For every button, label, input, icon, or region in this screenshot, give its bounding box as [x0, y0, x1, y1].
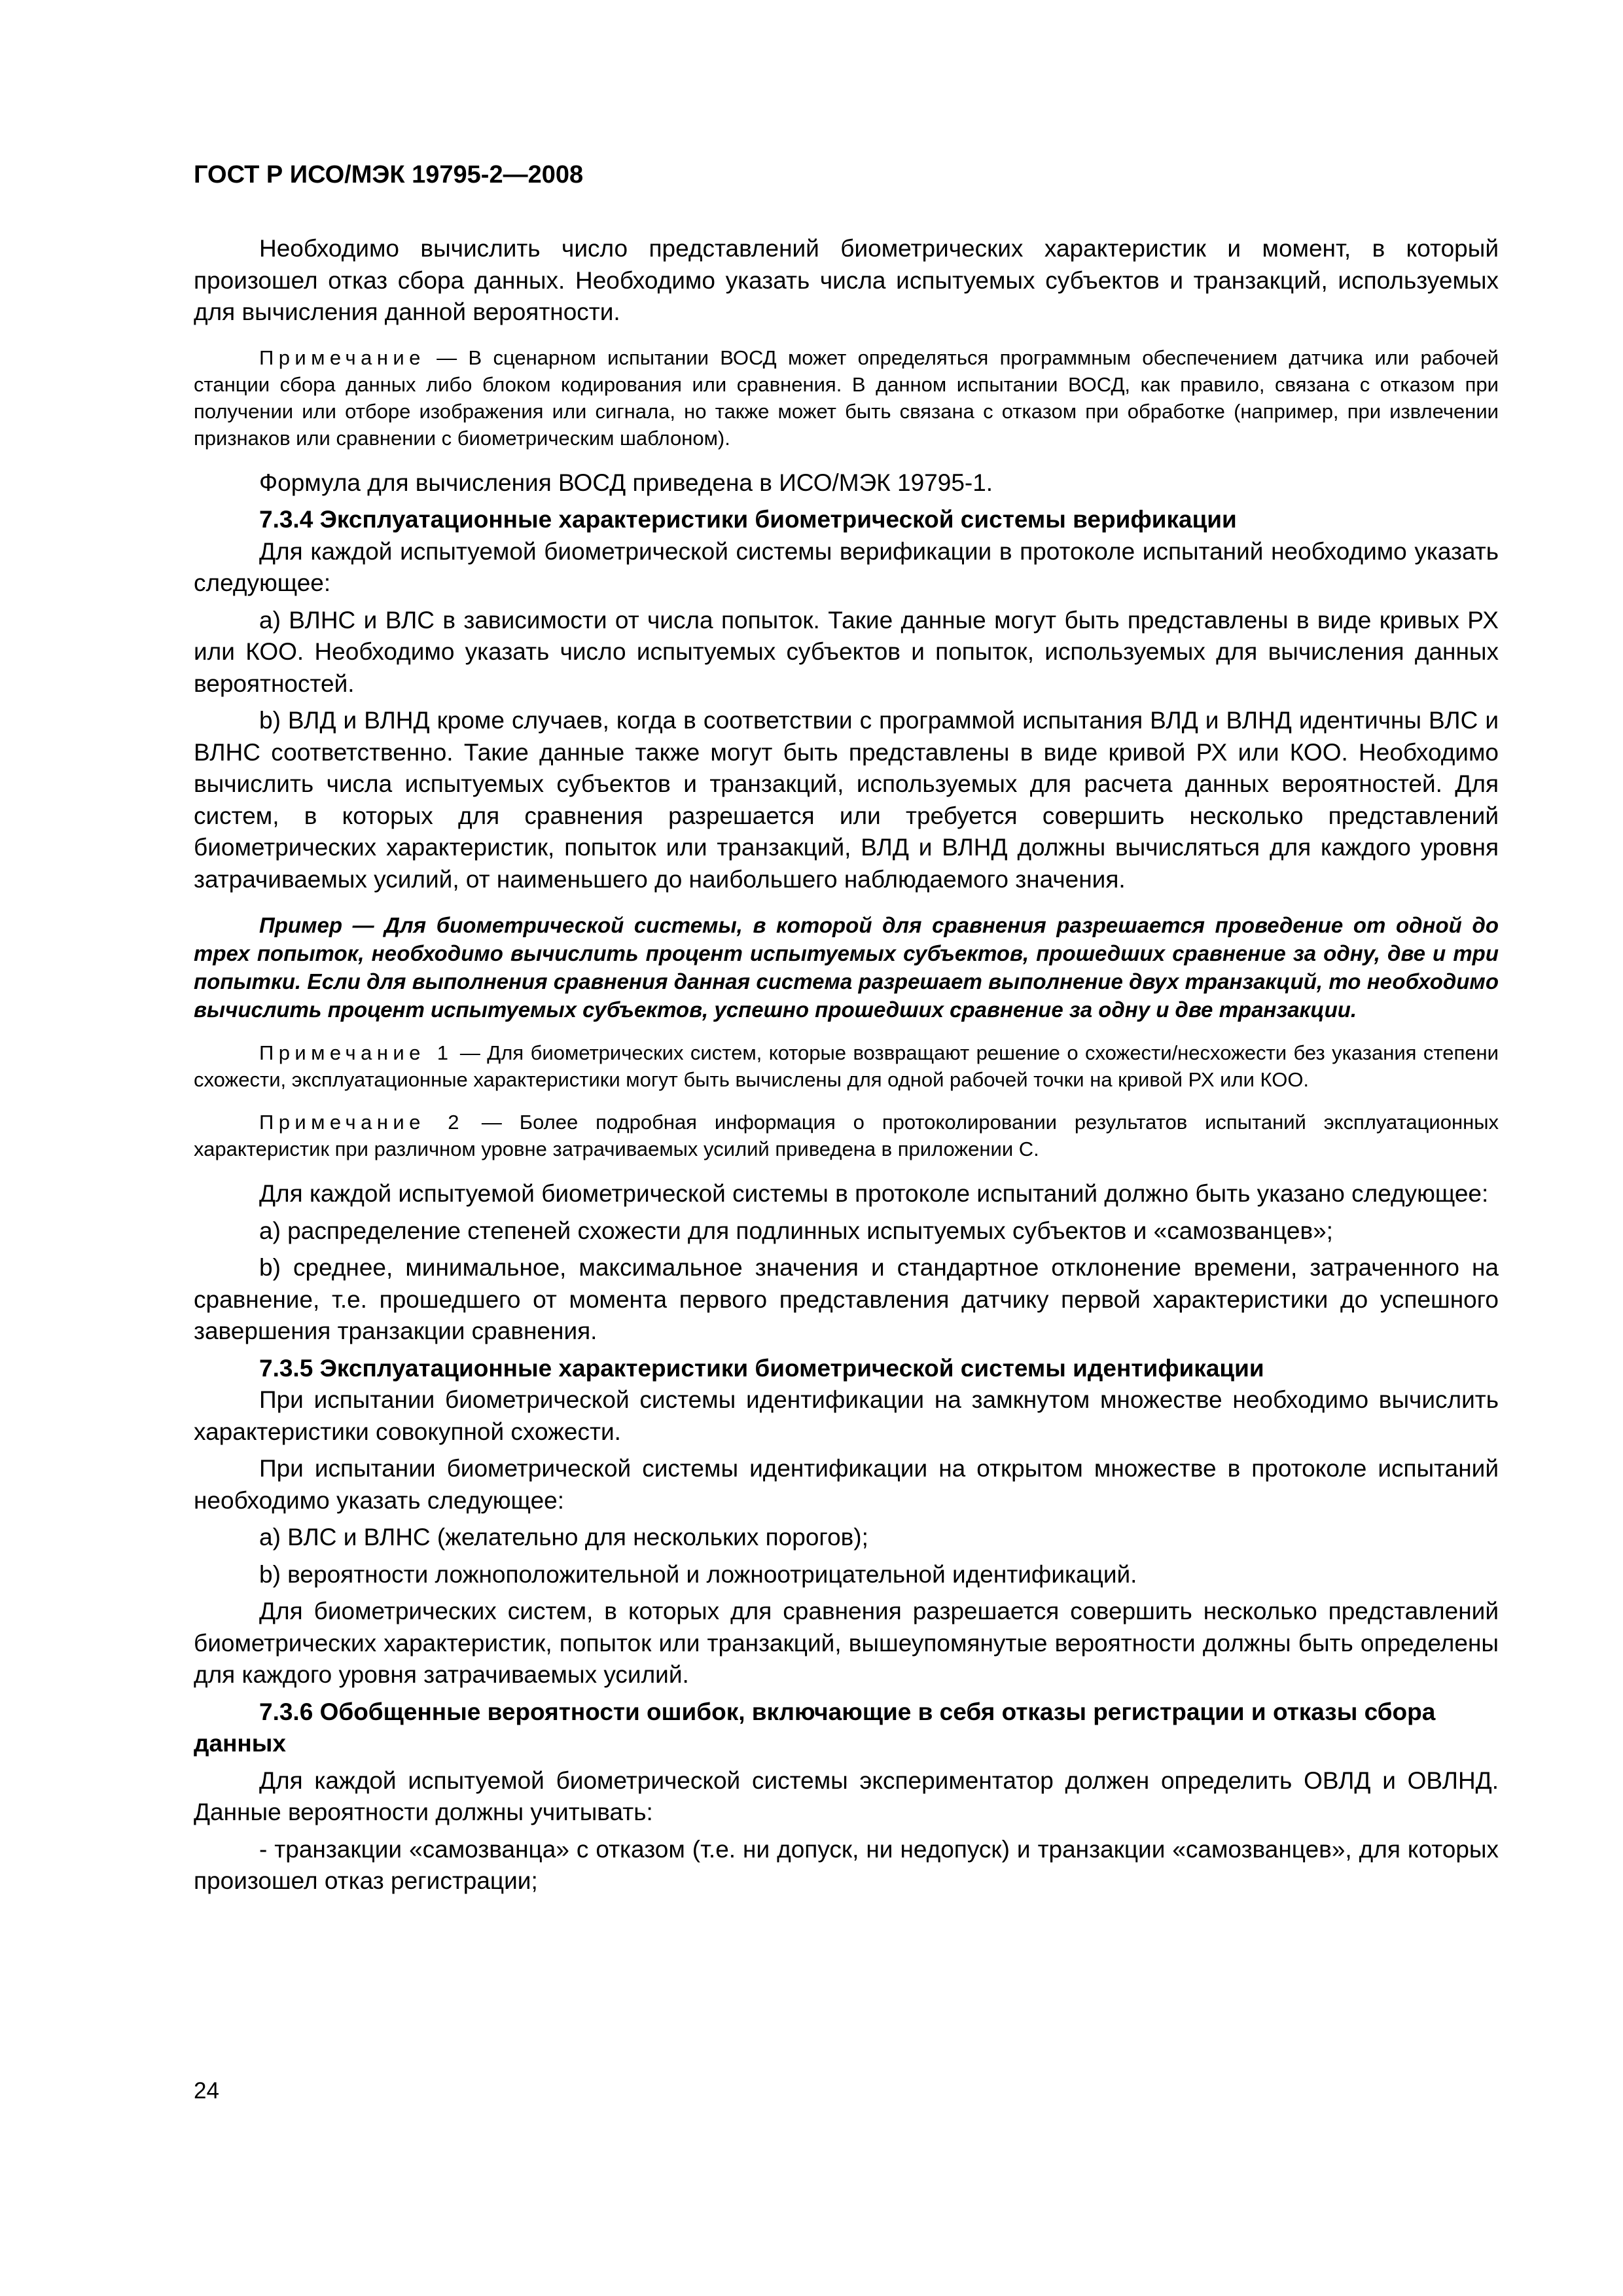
paragraph: Необходимо вычислить число представлений биометрических характеристик и момент, в который произошел отказ сбора данных. Необходимо указать числа испытуемых субъектов и транзакций, используемых для вычисления данной вероятности.: [194, 235, 1499, 325]
section-heading-7-3-6: 7.3.6 Обобщенные вероятности ошибок, включающие в себя отказы регистрации и отказы сбора данных: [194, 1698, 1436, 1757]
list-item: b) ВЛД и ВЛНД кроме случаев, когда в соответствии с программой испытания ВЛД и ВЛНД идентичны ВЛС и ВЛНС соответственно. Такие данные также могут быть представлены в виде кривой РХ или КОО. Необходимо вычислить числа испытуемых субъектов и транзакций, используемых для расчета данных вероятностей. Для систем, в которых для сравнения разрешается или требуется совершить несколько представлений биометрических характеристик, попыток или транзакций, ВЛД и ВЛНД должны вычисляться для каждого уровня затрачиваемых усилий, от наименьшего до наибольшего наблюдаемого значения.: [194, 707, 1499, 893]
note: [194, 1039, 1499, 1093]
paragraph: Для биометрических систем, в которых для сравнения разрешается совершить несколько представлений биометрических характеристик, попыток или транзакций, вышеупомянутые вероятности должны быть определены для каждого уровня затрачиваемых усилий.: [194, 1598, 1499, 1688]
paragraph: При испытании биометрической системы идентификации на открытом множестве в протоколе испытаний необходимо указать следующее:: [194, 1455, 1499, 1514]
paragraph: Формула для вычисления ВОСД приведена в ИСО/МЭК 19795-1.: [259, 469, 993, 496]
list-item: a) ВЛНС и ВЛС в зависимости от числа попыток. Такие данные могут быть представлены в виде кривых РХ или КОО. Необходимо указать число испытуемых субъектов и попыток, используемых для вычисления данных вероятностей.: [194, 606, 1499, 697]
note: [194, 344, 1499, 452]
section-heading-7-3-5: 7.3.5 Эксплуатационные характеристики биометрической системы идентификации: [259, 1354, 1264, 1382]
list-item: a) распределение степеней схожести для подлинных испытуемых субъектов и «самозванцев»;: [259, 1217, 1333, 1244]
note: [194, 1109, 1499, 1162]
list-item: b) вероятности ложноположительной и ложноотрицательной идентификаций.: [259, 1560, 1137, 1588]
page-number: 24: [194, 2078, 219, 2104]
list-item: a) ВЛС и ВЛНС (желательно для нескольких порогов);: [259, 1524, 868, 1551]
note-text: — Для биометрических систем, которые возвращают решение о схожести/несхожести без указания степени схожести, эксплуатационные характеристики могут быть вычислены для одной рабочей точки на кривой РХ или КОО.: [194, 1041, 1499, 1091]
note-text: — В сценарном испытании ВОСД может определяться программным обеспечением датчика или рабочей станции сбора данных либо блоком кодирования или сравнения. В данном испытании ВОСД, как правило, связана с отказом при получении или отборе изображения или сигнала, но также может быть связана с отказом при обработке (например, при извлечении признаков или сравнении с биометрическим шаблоном).: [194, 346, 1499, 450]
page-content: [194, 233, 1499, 1897]
paragraph: Для каждой испытуемой биометрической системы верификации в протоколе испытаний необходимо указать следующее:: [194, 537, 1499, 596]
paragraph: Для каждой испытуемой биометрической системы в протоколе испытаний должно быть указано следующее:: [259, 1180, 1489, 1207]
paragraph: Для каждой испытуемой биометрической системы экспериментатор должен определить ОВЛД и ОВЛНД. Данные вероятности должны учитывать:: [194, 1767, 1499, 1825]
example: Пример — Для биометрической системы, в которой для сравнения разрешается проведение от одной до трех попыток, необходимо вычислить процент испытуемых субъектов, прошедших сравнение за одну, две и три попытки. Если для выполнения сравнения данная система разрешает выполнение двух транзакций, то необходимо вычислить процент испытуемых субъектов, успешно прошедших сравнение за одну и две транзакции.: [194, 913, 1499, 1022]
list-item: - транзакции «самозванца» с отказом (т.е. ни допуск, ни недопуск) и транзакции «самозванцев», для которых произошел отказ регистрации;: [194, 1835, 1499, 1894]
note-text: — Более подробная информация о протоколировании результатов испытаний эксплуатационных характеристик при различном уровне затрачиваемых усилий приведена в приложении С.: [194, 1111, 1499, 1160]
note-label: Примечание 1: [259, 1041, 454, 1064]
list-item: b) среднее, минимальное, максимальное значения и стандартное отклонение времени, затраченного на сравнение, т.е. прошедшего от момента первого представления датчику первой характеристики до успешного завершения транзакции сравнения.: [194, 1254, 1499, 1344]
note-label: Примечание: [259, 346, 425, 369]
document-header: ГОСТ Р ИСО/МЭК 19795-2—2008: [194, 161, 584, 188]
paragraph: При испытании биометрической системы идентификации на замкнутом множестве необходимо вычислить характеристики совокупной схожести.: [194, 1386, 1499, 1445]
note-label: Примечание 2: [259, 1111, 464, 1134]
section-heading-7-3-4: 7.3.4 Эксплуатационные характеристики биометрической системы верификации: [259, 506, 1237, 533]
